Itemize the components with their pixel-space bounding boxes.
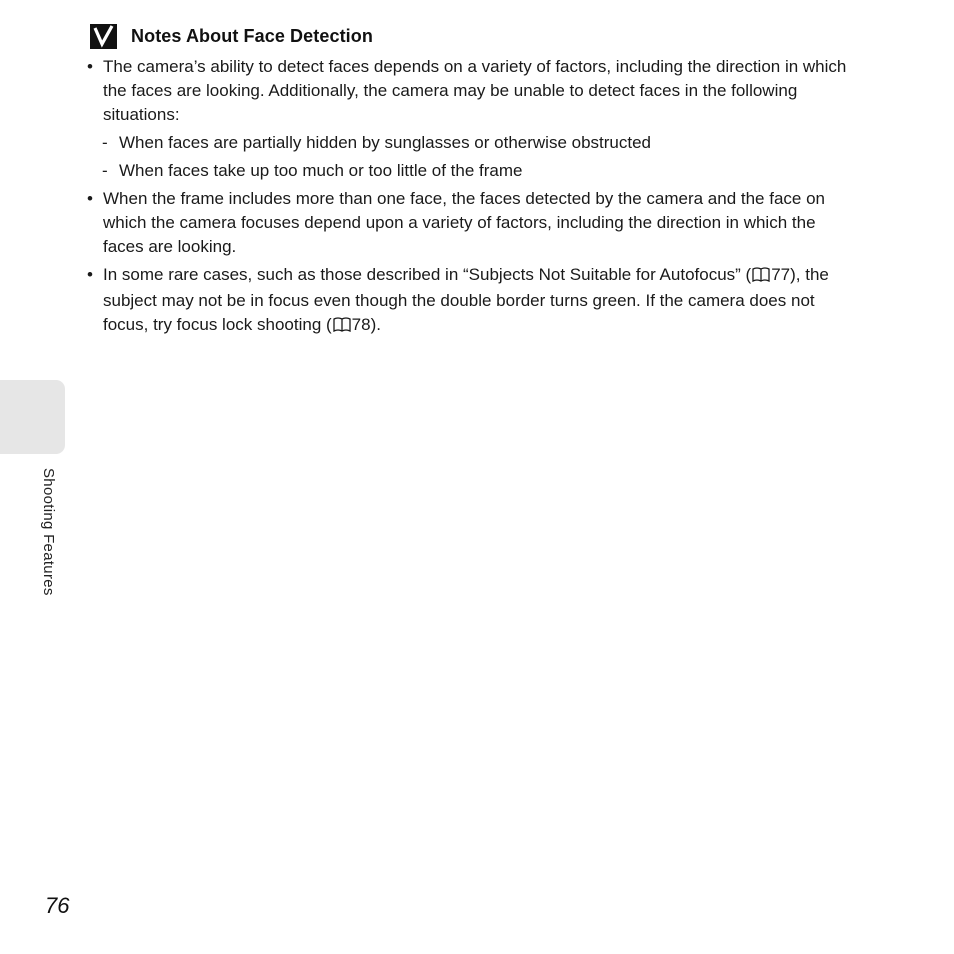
bullet-text: When the frame includes more than one face, the faces detected by the camera and the face on which the camera focuses depend upon a variety of factors, including the direction in which the faces are looking. — [103, 189, 825, 256]
book-icon — [752, 265, 770, 289]
bullet-text-part: ). — [370, 315, 381, 334]
list-item — [87, 55, 857, 127]
bullet-glyph: • — [87, 57, 93, 76]
chapter-label: Shooting Features — [40, 468, 57, 596]
bullet-text: The camera’s ability to detect faces depends on a variety of factors, including the direction in which the faces are looking. Additionally, the camera may be unable to detect faces in the following situations: — [103, 57, 847, 124]
sub-item-text: When faces take up too much or too little of the frame — [119, 161, 523, 180]
bullet-text-part: In some rare cases, such as those described in “Subjects Not Suitable for Autofocus” ( — [103, 265, 752, 284]
book-icon — [333, 315, 351, 339]
bullet-glyph: • — [87, 265, 93, 284]
note-title: Notes About Face Detection — [131, 26, 373, 46]
sub-list-item — [87, 159, 857, 183]
caution-check-icon — [90, 24, 117, 49]
sub-list-item — [87, 131, 857, 155]
page-reference[interactable]: 78 — [351, 315, 371, 334]
chapter-tab — [0, 380, 65, 454]
sub-item-text: When faces are partially hidden by sunglasses or otherwise obstructed — [119, 133, 652, 152]
note-body — [87, 55, 857, 343]
page-reference[interactable]: 77 — [771, 265, 791, 284]
page-number: 76 — [45, 893, 70, 918]
dash-glyph: - — [102, 133, 108, 152]
list-item — [87, 187, 857, 259]
dash-glyph: - — [102, 161, 108, 180]
bullet-text-part: ), the subject may not be in focus even though the double border turns green. If the camera does not focus, try focus lock shooting ( — [103, 265, 829, 334]
bullet-glyph: • — [87, 189, 93, 208]
note-header — [90, 24, 373, 49]
list-item — [87, 263, 857, 339]
